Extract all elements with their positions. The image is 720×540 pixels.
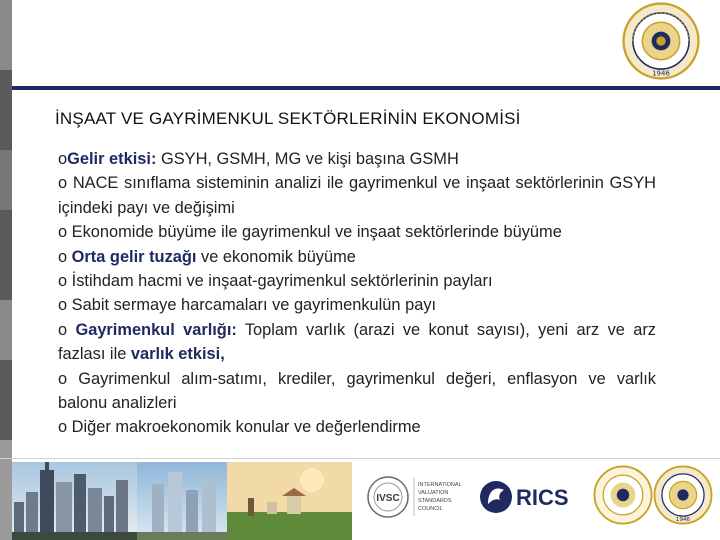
seal-year: 1946 [675,517,691,524]
bullet-item [58,318,656,367]
bullet-text: Gayrimenkul alım-satımı, krediler, gayrimenkul değeri, enflasyon ve varlık balonu analizleri [58,369,657,413]
bullet-item [58,171,656,220]
bullet-text: İstihdam hacmi ve inşaat-gayrimenkul sektörlerinin payları [71,272,493,291]
bullet-item [58,147,656,171]
bullet-text: Ekonomide büyüme ile gayrimenkul ve inşaat sektörlerinde büyüme [71,223,562,242]
bullet-marker: o [58,418,72,437]
ivsc-abbr: IVSC [376,493,400,504]
bullet-text: ve ekonomik büyüme [196,247,356,266]
sidebar-segment [0,300,12,360]
bullet-item [58,245,656,269]
bullet-emphasis: Orta gelir tuzağı [71,247,197,266]
seal-year: 1946 [652,68,670,78]
bullet-item [58,269,656,293]
bullet-emphasis: Gayrimenkul varlığı: [75,320,237,339]
bullet-marker: o [58,369,79,388]
bullet-item [58,293,656,317]
bullet-marker: o [58,247,72,266]
rics-wordmark: RICS [516,485,569,510]
content-body [58,147,656,440]
bullet-emphasis: Gelir etkisi: [67,150,157,168]
header-rule [12,86,720,90]
institution-seal-logo [592,464,654,526]
bullet-marker: o [58,296,72,315]
rics-logo [476,470,588,524]
sidebar-segment [0,150,12,210]
bullet-text: NACE sınıflama sisteminin analizi ile gayrimenkul ve inşaat sektörlerinin GSYH içindeki payı ve değişimi [58,174,657,217]
bullet-text: Sabit sermaye harcamaları ve gayrimenkulün payı [71,296,437,315]
bullet-marker: o [58,150,68,168]
ankara-university-seal-small-logo [652,464,714,526]
bullet-marker: o [58,320,76,339]
bullet-text: Toplam varlık (arazi ve konut sayısı), yeni arz ve arz fazlası ile [58,320,656,364]
bullet-emphasis: varlık etkisi, [130,345,225,364]
footer-rule [0,458,720,459]
bullet-marker: o [58,223,72,242]
bullet-marker: o [58,174,73,193]
bullet-item [58,367,656,416]
ivsc-line: VALUATION [418,490,449,496]
bullet-text: Diğer makroekonomik konular ve değerlendirme [71,418,421,437]
city-skyline-image [12,462,352,540]
ankara-university-seal-logo [622,2,700,80]
page-title: İNŞAAT VE GAYRİMENKUL SEKTÖRLERİNİN EKONOMİSİ [55,109,521,128]
ivsc-line: STANDARDS [418,498,452,504]
bullet-marker: o [58,272,72,291]
bullet-item [58,220,656,244]
sidebar-segment [0,0,12,70]
bullet-text: GSYH, GSMH, MG ve kişi başına GSMH [156,150,459,168]
ivsc-logo [366,470,476,524]
bullet-item [58,415,656,439]
ivsc-line: INTERNATIONAL [418,482,462,488]
ivsc-line: COUNCIL [418,506,443,512]
